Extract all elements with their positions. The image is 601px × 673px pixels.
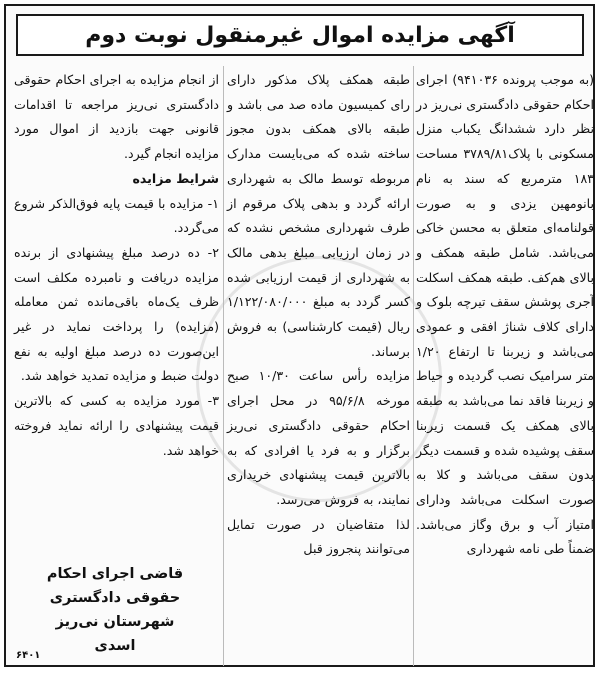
condition-2: ۲- ده درصد مبلغ پیشنهادی از برنده مزایده دریافت و نامبرده مکلف است ظرف یک‌ماه باقی‌مانده ثمن معامله (مزایده) را پرداخت نماید در غیر این‌صورت ده درصد مبلغ اولیه به نفع دولت ضبط و مزایده تمدید خواهد شد. bbox=[14, 244, 219, 384]
column-middle bbox=[227, 68, 410, 562]
signature-line-2: حقوقی دادگستری bbox=[49, 590, 181, 606]
column-right bbox=[416, 68, 594, 562]
visit-paragraph-end: از انجام مزایده به اجرای احکام حقوقی دادگستری نی‌ریز مراجعه تا اقدامات قانونی جهت بازدید از اموال مورد مزایده انجام گیرد. bbox=[14, 72, 219, 162]
footer-code: ۶۴۰۱ bbox=[16, 650, 41, 661]
signature-block bbox=[30, 562, 200, 658]
condition-3: ۳- مورد مزایده به کسی که بالاترین قیمت پیشنهادی را ارائه نماید فروخته خواهد شد. bbox=[14, 393, 219, 458]
signature-line-1: قاضی اجرای احکام bbox=[46, 566, 184, 582]
signature-line-3: شهرستان نی‌ریز bbox=[55, 614, 175, 630]
visit-paragraph-start: لذا متقاضیان در صورت تمایل می‌توانند پنجروز قبل bbox=[227, 516, 410, 557]
notice-title-box bbox=[16, 14, 584, 56]
condition-1: ۱- مزایده با قیمت پایه فوق‌الذکر شروع می‌گردد. bbox=[14, 195, 219, 236]
auction-notice bbox=[4, 4, 595, 667]
notice-title: آگهی مزایده اموال غیرمنقول نوبت دوم bbox=[85, 22, 515, 48]
conditions-heading: شرایط مزایده bbox=[132, 170, 219, 186]
signature-name: اسدی bbox=[94, 638, 136, 654]
column-left bbox=[14, 68, 219, 463]
property-description: (به موجب پرونده ۹۴۱۰۳۶) اجرای احکام حقوقی دادگستری نی‌ریز در نظر دارد ششدانگ یکباب منزل مسکونی با پلاک۳۷۸۹/۸۱ مساحت ۱۸۳ مترمربع که سند به نام بانومهین یزدی و به صورت قولنامه‌ای متعلق به محسن خاکی می‌باشد. شامل طبقه همکف و بالای هم‌کف. طبقه همکف اسکلت آجری پوشش سقف تیرچه بلوک و دارای کلاف شناژ افقی و عمودی می‌باشد و زیربنا تا ارتفاع ۱/۲۰ متر سرامیک نصب گردیده و حیاط و زیربنا فاقد نما می‌باشد به طبقه بالای همکف یک قسمت زیربنا سقف پوشیده شده و قسمت دیگر بدون سقف می‌باشد و کلا به صورت اسکلت می‌باشد ودارای امتیاز آب و برق وگاز می‌باشد. ضمناً طی نامه شهرداری bbox=[416, 72, 594, 557]
column-divider bbox=[413, 66, 414, 666]
column-divider bbox=[223, 66, 224, 666]
property-details: طبقه همکف پلاک مذکور دارای رای کمیسیون ماده صد می باشد و طبقه بالای همکف بدون مجوز ساخته شده که می‌بایست مدارک مربوطه توسط مالک به شهرداری ارائه گردد و بدهی پلاک مرقوم از طرف شهرداری مشخص نشده که در زمان ارزیابی مبلغ بدهی مالک به شهرداری از قیمت ارزیابی شده کسر گردد به مبلغ ۱/۱۲۲/۰۸۰/۰۰۰ ریال (قیمت کارشناسی) به فروش برساند. bbox=[227, 72, 410, 359]
auction-time-paragraph: مزایده رأس ساعت ۱۰/۳۰ صبح مورخه ۹۵/۶/۸ در محل اجرای احکام حقوقی دادگستری نی‌ریز برگزار و به فرد یا افرادی که به بالاترین قیمت پیشنهادی خریداری نمایند، به فروش می‌رسد. bbox=[227, 368, 410, 507]
